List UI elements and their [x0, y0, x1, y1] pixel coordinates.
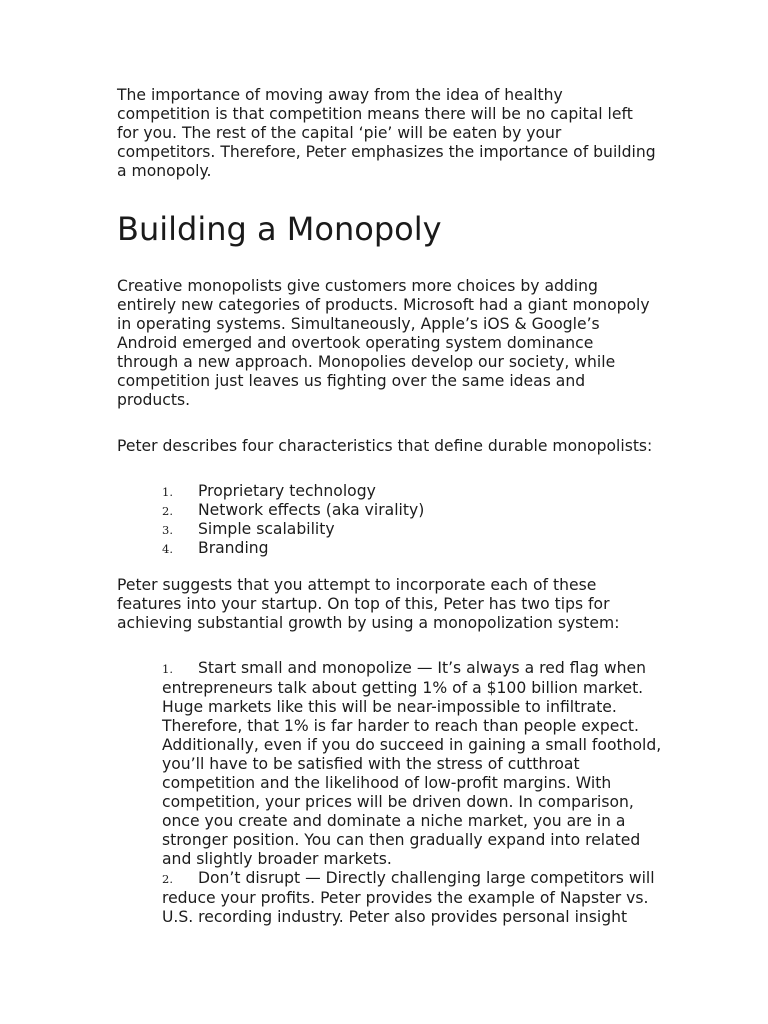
- list-item-text: Don’t disrupt — Directly challenging large competitors will reduce your profits. Peter provides the example of Napster vs. U.S. recording industry. Peter also provides personal insight: [162, 869, 655, 926]
- list-item-text: Proprietary technology: [198, 482, 376, 500]
- list-item-text: Simple scalability: [198, 520, 335, 538]
- list-item-text: Network effects (aka virality): [198, 501, 425, 519]
- list-number: 3.: [162, 523, 173, 537]
- list-item: [162, 520, 657, 539]
- list-number: 1.: [162, 485, 173, 499]
- characteristics-intro-paragraph: Peter describes four characteristics that define durable monopolists:: [117, 437, 653, 455]
- tips-list: [162, 659, 662, 927]
- list-number: 2.: [162, 872, 173, 886]
- document-page: [117, 86, 662, 927]
- list-item: [162, 659, 662, 869]
- list-item-text: Start small and monopolize — It’s always a red flag when entrepreneurs talk about getting 1% of a $100 billion market. Huge markets like this will be near-impossible to infiltrate. Therefore, that 1% is far harder to reach than people expect. Additionally, even if you do succeed in gaining a small foothold, you’ll have to be satisfied with the stress of cutthroat competition and the likelihood of low-profit margins. With competition, your prices will be driven down. In comparison, once you create and dominate a niche market, you are in a stronger position. You can then gradually expand into related and slightly broader markets.: [162, 659, 662, 868]
- list-number: 2.: [162, 504, 173, 518]
- list-number: 1.: [162, 662, 173, 676]
- section-heading: Building a Monopoly: [117, 210, 442, 248]
- list-item: [162, 501, 657, 520]
- list-item-text: Branding: [198, 539, 269, 557]
- creative-monopolists-paragraph: Creative monopolists give customers more choices by adding entirely new categories of products. Microsoft had a giant monopoly in operating systems. Simultaneously, Apple’s iOS & Google’s Android emerged and overtook operating system dominance through a new approach. Monopolies develop our society, while competition just leaves us fighting over the same ideas and products.: [117, 277, 650, 409]
- tips-intro-paragraph: Peter suggests that you attempt to incorporate each of these features into your startup. On top of this, Peter has two tips for achieving substantial growth by using a monopolization system:: [117, 576, 620, 632]
- list-item: [162, 869, 662, 927]
- list-item: [162, 482, 657, 501]
- characteristics-list: [162, 482, 657, 558]
- intro-paragraph: The importance of moving away from the idea of healthy competition is that competition means there will be no capital left for you. The rest of the capital ‘pie’ will be eaten by your competitors. Therefore, Peter emphasizes the importance of building a monopoly.: [117, 86, 656, 180]
- list-number: 4.: [162, 542, 173, 556]
- list-item: [162, 539, 657, 558]
